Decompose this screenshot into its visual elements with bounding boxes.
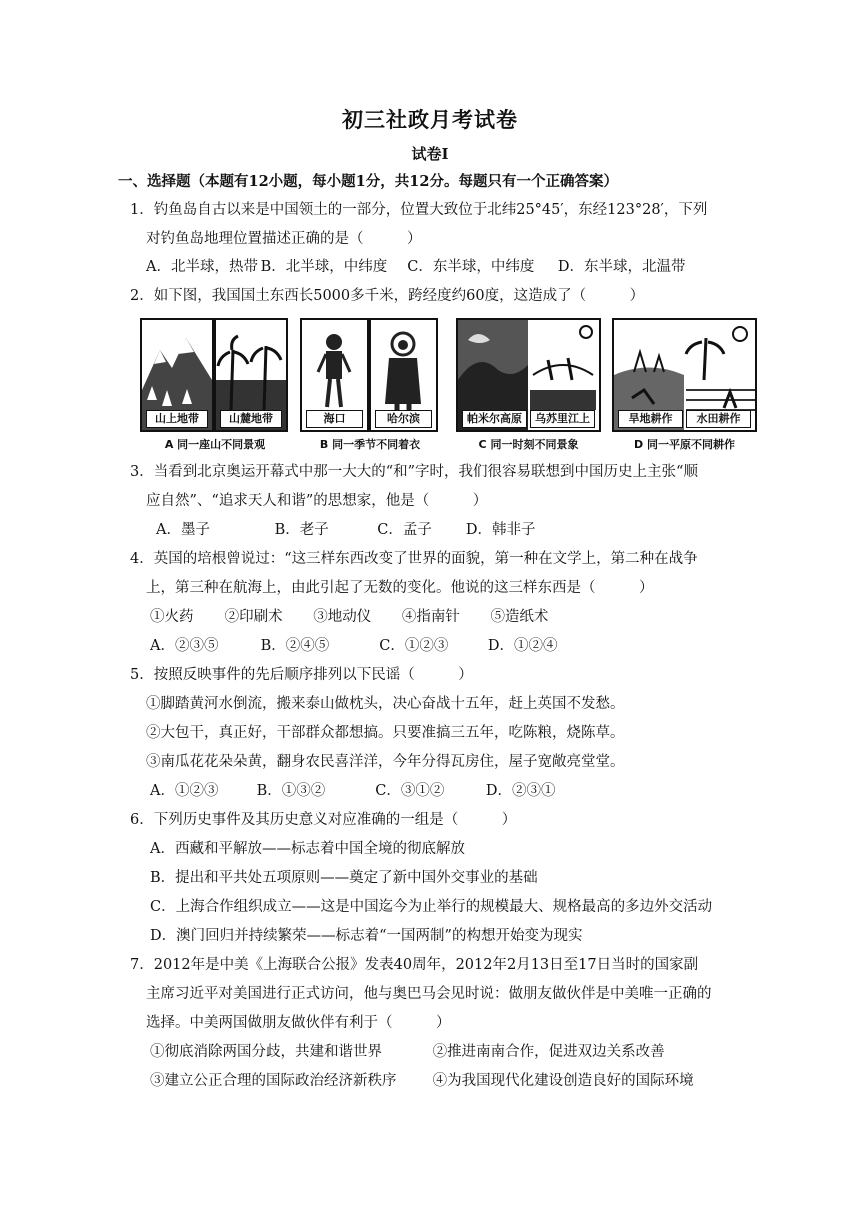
item-1: ①火药 <box>150 609 194 625</box>
item-4: ④指南针 <box>401 609 460 625</box>
question-7-line-2: 主席习近平对美国进行正式访问，他与奥巴马会见时说：做朋友做伙伴是中美唯一正确的 <box>146 986 712 1002</box>
option-b: B．老子 <box>274 522 329 538</box>
figure-a-left-panel <box>140 318 214 432</box>
question-1-line-1: 1．钓鱼岛自古以来是中国领土的一部分，位置大致位于北纬25°45′，东经123°28′，下列 <box>130 202 708 218</box>
section-heading: 一、选择题（本题有12小题，每小题1分，共12分。每题只有一个正确答案） <box>118 173 618 190</box>
question-5-options <box>150 782 555 800</box>
item-2: ②印刷术 <box>224 609 283 625</box>
question-1-options <box>146 258 685 276</box>
option-d: D．韩非子 <box>465 522 536 538</box>
question-5-statement-3: ③南瓜花花朵朵黄，翻身农民喜洋洋，今年分得瓦房住，屋子宽敞亮堂堂。 <box>146 754 625 770</box>
figure-a <box>140 316 290 456</box>
figure-a-caption: A 同一座山不同景观 <box>164 438 266 451</box>
figure-d-right-label: 水田耕作 <box>686 410 751 428</box>
figure-d <box>612 316 757 456</box>
question-7-statements-row-1 <box>150 1043 665 1061</box>
option-a: A．墨子 <box>156 522 210 538</box>
figure-c <box>456 316 601 456</box>
figure-c-caption: C 同一时刻不同景象 <box>478 438 579 451</box>
figure-c-left-label: 帕米尔高原 <box>462 410 527 428</box>
option-b: B．北半球，中纬度 <box>260 259 388 275</box>
figure-d-caption: D 同一平原不同耕作 <box>634 438 735 451</box>
figure-d-panel <box>612 318 757 432</box>
option-a: A．①②③ <box>150 783 219 799</box>
question-3-options <box>156 521 535 539</box>
question-4-line-1: 4．英国的培根曾说过：“这三样东西改变了世界的面貌，第一种在文学上，第二种在战争 <box>130 551 698 567</box>
figure-b-caption: B 同一季节不同着衣 <box>319 438 421 451</box>
question-2-line-1: 2．如下图，我国国土东西长5000多千米，跨经度约60度，这造成了（ ） <box>130 288 645 304</box>
figure-a-right-panel <box>214 318 288 432</box>
statement-3: ③建立公正合理的国际政治经济新秩序 <box>150 1073 397 1089</box>
figure-b <box>300 316 440 456</box>
figure-d-left-label: 旱地耕作 <box>618 410 683 428</box>
option-d: D．东半球，北温带 <box>557 259 686 275</box>
question-5-statement-2: ②大包干，真正好，干部群众都想搞。只要准搞三五年，吃陈粮，烧陈草。 <box>146 725 625 741</box>
item-3: ③地动仪 <box>313 609 372 625</box>
option-c: C．孟子 <box>377 522 432 538</box>
page-title: 初三社政月考试卷 <box>342 107 518 132</box>
question-6-option-d: D．澳门回归并持续繁荣——标志着“一国两制”的构想开始变为现实 <box>150 928 583 944</box>
question-2-figures <box>140 316 760 456</box>
option-d: D．①②④ <box>487 638 558 654</box>
question-5-statement-1: ①脚踏黄河水倒流，搬来泰山做枕头，决心奋战十五年，赶上英国不发愁。 <box>146 696 625 712</box>
option-b: B．①③② <box>256 783 326 799</box>
question-6-option-b: B．提出和平共处五项原则——奠定了新中国外交事业的基础 <box>150 870 538 886</box>
option-d: D．②③① <box>485 783 556 799</box>
figure-a-right-label: 山麓地带 <box>220 410 282 428</box>
figure-a-left-label: 山上地带 <box>146 410 208 428</box>
statement-2: ②推进南南合作，促进双边关系改善 <box>432 1044 665 1060</box>
option-a: A．②③⑤ <box>150 638 219 654</box>
option-a: A．北半球，热带 <box>146 259 258 275</box>
question-1-line-2: 对钓鱼岛地理位置描述正确的是（ ） <box>146 231 422 247</box>
question-7-line-3: 选择。中美两国做朋友做伙伴有利于（ ） <box>146 1015 451 1031</box>
statement-4: ④为我国现代化建设创造良好的国际环境 <box>432 1073 694 1089</box>
option-b: B．②④⑤ <box>260 638 330 654</box>
question-4-items <box>150 608 548 626</box>
question-4-options <box>150 637 557 655</box>
option-c: C．①②③ <box>379 638 449 654</box>
question-7-line-1: 7．2012年是中美《上海联合公报》发表40周年，2012年2月13日至17日当时的国家副 <box>130 957 699 973</box>
question-4-line-2: 上，第三种在航海上，由此引起了无数的变化。他说的这三样东西是（ ） <box>146 580 654 596</box>
question-7-statements-row-2 <box>150 1072 694 1090</box>
page-subtitle: 试卷Ⅰ <box>411 145 449 163</box>
question-6-option-a: A．西藏和平解放——标志着中国全境的彻底解放 <box>150 841 465 857</box>
figure-b-right-label: 哈尔滨 <box>375 410 432 428</box>
statement-1: ①彻底消除两国分歧，共建和谐世界 <box>150 1044 382 1060</box>
question-3-line-2: 应自然”、“追求天人和谐”的思想家，他是（ ） <box>146 493 488 509</box>
figure-c-right-label: 乌苏里江上 <box>530 410 595 428</box>
option-c: C．东半球，中纬度 <box>407 259 535 275</box>
figure-b-right-panel <box>369 318 438 432</box>
question-3-line-1: 3．当看到北京奥运开幕式中那一大大的“和”字时，我们很容易联想到中国历史上主张“顺 <box>130 464 698 480</box>
figure-b-left-label: 海口 <box>306 410 363 428</box>
question-5-line-1: 5．按照反映事件的先后顺序排列以下民谣（ ） <box>130 667 473 683</box>
question-6-line-1: 6．下列历史事件及其历史意义对应准确的一组是（ ） <box>130 812 517 828</box>
option-c: C．③①② <box>375 783 445 799</box>
figure-b-left-panel <box>300 318 369 432</box>
question-6-option-c: C．上海合作组织成立——这是中国迄今为止举行的规模最大、规格最高的多边外交活动 <box>150 899 713 915</box>
figure-c-panel <box>456 318 601 432</box>
item-5: ⑤造纸术 <box>490 609 549 625</box>
